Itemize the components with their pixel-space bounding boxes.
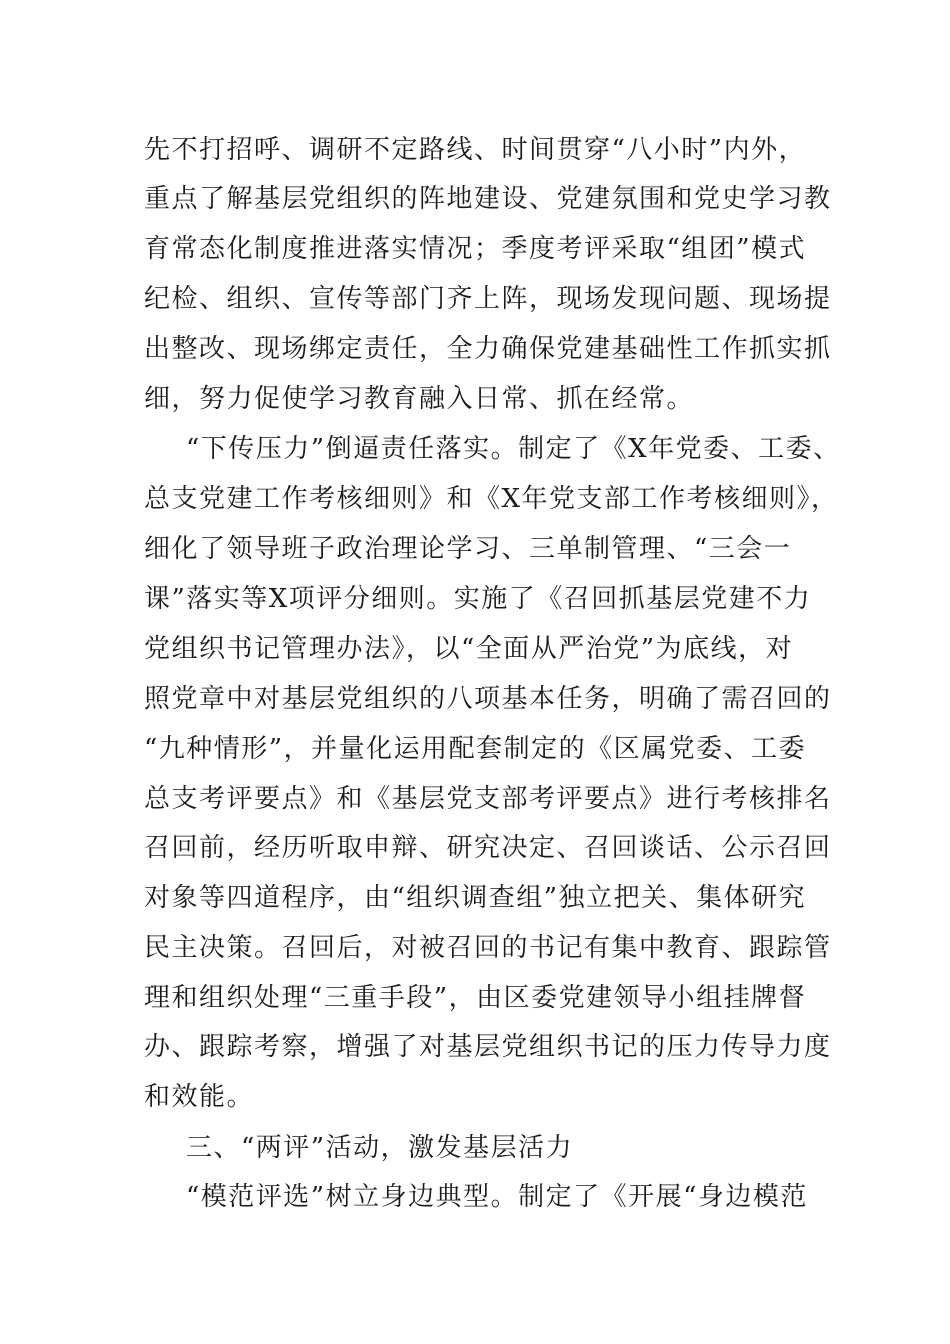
- paragraph-first-line: “模范评选”树立身边典型。制定了《开展“身边模范: [186, 1182, 808, 1212]
- text-line: 出整改、现场绑定责任，全力确保党建基础性工作抓实抓: [144, 334, 832, 364]
- text-line: 理和组织处理“三重手段”，由区委党建领导小组挂牌督: [144, 983, 807, 1013]
- text-line: 重点了解基层党组织的阵地建设、党建氛围和党史学习教: [144, 184, 832, 214]
- text-line: 召回前，经历听取申辩、研究决定、召回谈话、公示召回: [144, 833, 832, 863]
- paragraph-first-line: “下传压力”倒逼责任落实。制定了《X年党委、工委、: [186, 434, 841, 464]
- text-line: 民主决策。召回后，对被召回的书记有集中教育、跟踪管: [144, 933, 832, 963]
- text-line: 照党章中对基层党组织的八项基本任务，明确了需召回的: [144, 684, 832, 714]
- text-line: “九种情形”，并量化运用配套制定的《区属党委、工委: [144, 734, 807, 764]
- text-line: 先不打招呼、调研不定路线、时间贯穿“八小时”内外，: [144, 135, 807, 165]
- text-line: 课”落实等X项评分细则。实施了《召回抓基层党建不力: [144, 584, 812, 614]
- text-line: 对象等四道程序，由“组织调查组”独立把关、集体研究: [144, 883, 807, 913]
- text-line: 育常态化制度推进落实情况；季度考评采取“组团”模式: [144, 234, 807, 264]
- text-line: 纪检、组织、宣传等部门齐上阵，现场发现问题、现场提: [144, 284, 832, 314]
- text-line: 总支考评要点》和《基层党支部考评要点》进行考核排名: [144, 784, 832, 814]
- text-line: 总支党建工作考核细则》和《X年党支部工作考核细则》，: [144, 484, 839, 514]
- text-line: 党组织书记管理办法》，以“全面从严治党”为底线，对: [144, 634, 794, 664]
- text-line: 和效能。: [144, 1082, 255, 1112]
- text-line: 细，努力促使学习教育融入日常、抓在经常。: [144, 384, 695, 414]
- section-heading: 三、“两评”活动，激发基层活力: [186, 1133, 574, 1163]
- text-line: 办、跟踪考察，增强了对基层党组织书记的压力传导力度: [144, 1032, 832, 1062]
- text-line: 细化了领导班子政治理论学习、三单制管理、“三会一: [144, 534, 792, 564]
